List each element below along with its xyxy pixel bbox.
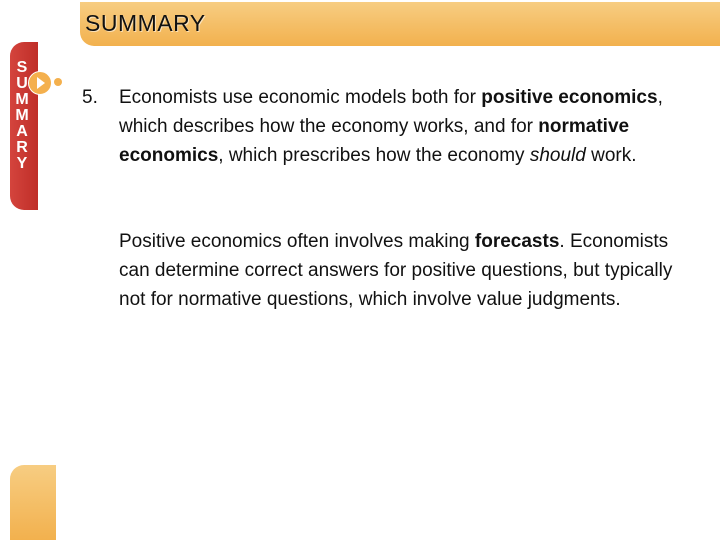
text-run: , which prescribes how the economy [218,145,530,166]
sidebar-letter: R [16,139,28,156]
emphasis-should: should [529,145,586,166]
term-positive-economics: positive economics [481,87,658,108]
dot-icon [54,78,62,86]
sidebar-letter: M [15,107,29,124]
sidebar-letter: M [15,91,29,108]
term-forecasts: forecasts [474,231,560,252]
sidebar-letter: S [16,59,28,76]
sidebar-letter: U [16,75,28,92]
play-arrow-icon[interactable] [28,71,52,95]
sidebar-letter: Y [16,155,28,172]
sidebar-letter: A [16,123,28,140]
paragraph-models [119,83,699,170]
sidebar-bottom-tab [10,465,56,540]
text-run: work. [585,145,637,166]
page-title: SUMMARY [85,10,206,36]
paragraph-forecasts [119,227,699,314]
text-run: Positive economics often involves making [119,231,475,252]
term-normative-economics: normative economics [119,116,630,166]
item-number: 5. [82,87,98,108]
text-run: Economists use economic models both for [119,87,482,108]
triangle-right-icon [37,77,45,89]
text-run: , which describes how the economy works, and for [119,87,663,137]
text-run: . Economists can determine correct answers for positive questions, but typically not for normative questions, which involve value judgments. [119,231,673,310]
